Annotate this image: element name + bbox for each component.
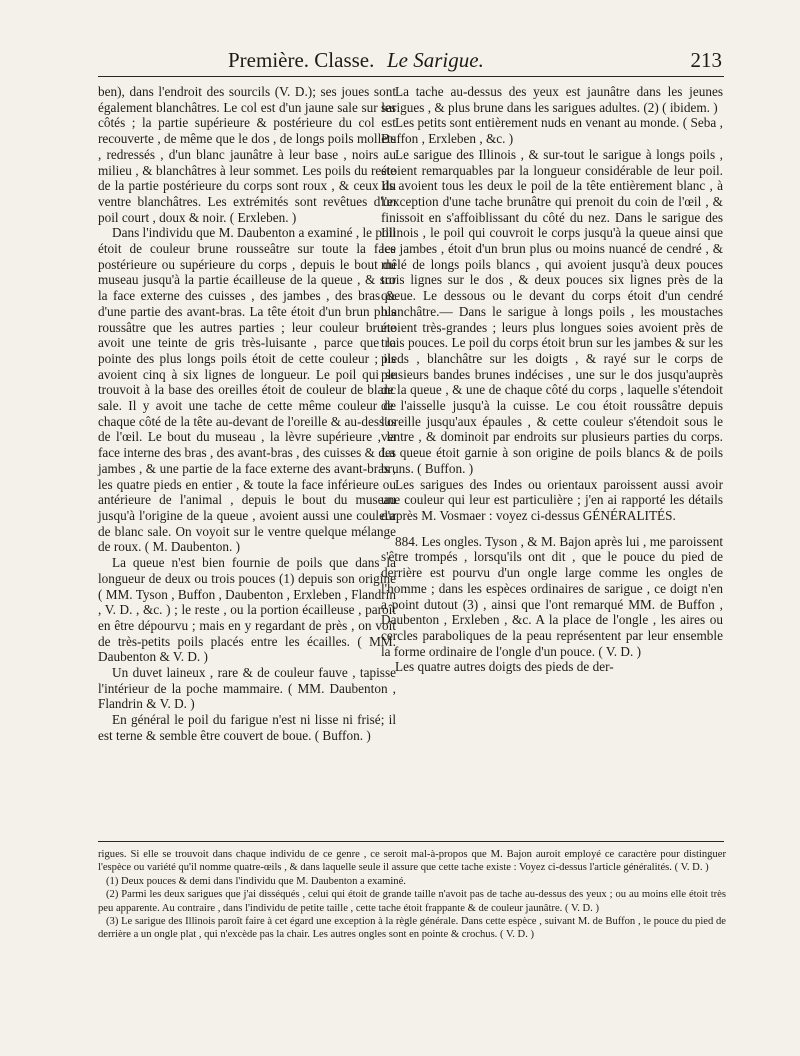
footnote-1: (1) Deux pouces & demi dans l'individu que M. Daubenton a examiné. xyxy=(106,875,406,887)
footnote-continuation: rigues. Si elle se trouvoit dans chaque individu de ce genre , ce seroit mal-à-propos que M. Bajon auroit employé ce caractère pour distinguer l'espèce ou variété qu'il nomme quatre-œils , & dans laquelle seule il assure que cette tache existe : Voyez ci-dessus l'article généralités. ( V. D. ) xyxy=(98,849,726,874)
footnote-2: (2) Parmi les deux sarigues que j'ai disséqués , celui qui étoit de grande taille n'avoit pas de tache au-dessus des yeux ; ou au moins elle étoit très peu apparente. Au contraire , dans l'individu de petite taille , cette tache étoit frappante & de couleur jaunâtre. ( V. D. ) xyxy=(98,889,726,914)
paragraph: Les petits sont entièrement nuds en venant au monde. ( Seba , Buffon , Erxleben , &c. ) xyxy=(381,115,723,147)
paragraph-884: 884. Les ongles. Tyson , & M. Bajon après lui , me paroissent s'être trompés , lorsqu'ils ont dit , que le pouce du pied de derrière est pourvu d'un ongle large comme les ongles de l'homme ; dans les espèces ordinaires de sarigue , ce doigt n'en a point dutout (3) , ainsi que l'ont remarqué MM. de Buffon , Daubenton , Erxleben , &c. A la place de l'ongle , les aires ou cercles paraboliques de la peau représentent par leur ensemble la forme ordinaire de l'ongle d'un pouce. ( V. D. ) xyxy=(381,533,723,659)
page-number: 213 xyxy=(690,48,722,72)
header-section: Première. Classe. xyxy=(228,48,375,72)
left-column xyxy=(98,84,396,744)
paragraph: Les sarigues des Indes ou orientaux paroissent aussi avoir une couleur qui leur est particulière ; j'en ai rapporté les détails d'après M. Vosmaer : voyez ci-dessus GÉNÉRALITÉS. xyxy=(381,476,723,523)
paragraph: ben), dans l'endroit des sourcils (V. D.); ses joues sont également blanchâtres. Le col est d'un jaune sale sur les côtés ; la partie supérieure & postérieure du col est recouverte , de même que le dos , de longs poils mollets , redressés , d'un blanc jaunâtre à leur base , noirs au milieu , & blanchâtres à leur sommet. Les poils du reste de la partie postérieure du corps sont roux , & ceux du ventre blanchâtres. Les extrémités sont revêtues d'un poil court , doux & noir. ( Erxleben. ) xyxy=(98,84,396,225)
paragraph: Un duvet laineux , rare & de couleur fauve , tapisse l'intérieur de la poche mammaire. ( MM. Daubenton , Flandrin & V. D. ) xyxy=(98,665,396,712)
footnote-rule xyxy=(98,841,724,842)
running-header xyxy=(98,44,724,77)
paragraph: Les quatre autres doigts des pieds de der- xyxy=(395,659,614,675)
right-column xyxy=(381,84,723,675)
paragraph: Dans l'individu que M. Daubenton a examiné , le poil étoit de couleur brune rousseâtre sur toute la face postérieure ou supérieure du corps , depuis le bout du museau jusqu'à la partie écailleuse de la queue , & sur la face externe des cuisses , des jambes , des bras & d'une partie des avant-bras. La tête étoit d'un brun plus roussâtre que les autres parties ; leur couleur brune avoit une teinte de gris très-luisante , parce que la pointe des plus longs poils étoit de cette couleur ; ils avoient cinq à six lignes de longueur. Le poil qui se trouvoit à la base des oreilles étoit de couleur de blanc sale. Il y avoit une tache de cette même couleur de chaque côté de la tête au-devant de l'oreille & au-dessus de l'œil. Le bout du museau , la lèvre supérieure , la face interne des bras , des avant-bras , des cuisses & des jambes , & une partie de la face externe des avant-bras , les quatre pieds en entier , & toute la face inférieure ou antérieure de l'animal , depuis le bout du museau jusqu'à l'origine de la queue , avoient aussi une couleur de blanc sale. On voyoit sur le ventre quelque mélange de roux. ( M. Daubenton. ) xyxy=(98,225,396,555)
paragraph: Le sarigue des Illinois , & sur-tout le sarigue à longs poils , étoient remarquables par la longueur considérable de leur poil. Ils avoient tous les deux le poil de la tête entièrement blanc , à l'exception d'une tache brunâtre qui prenoit du coin de l'œil , & finissoit en s'affoiblissant du côté du nez. Dans le sarigue des Illinois , le poil qui couvroit le corps jusqu'à la queue ainsi que les jambes , étoit d'un brun plus ou moins nuancé de cendré , & mêlé de longs poils blancs , qui avoient jusqu'à deux pouces trois lignes sur le dos , & deux pouces six lignes près de la queue. Le dessous ou le devant du corps étoit d'un cendré blanchâtre.— Dans le sarigue à longs poils , les moustaches étoient très-grandes ; leurs plus longues soies avoient près de trois pouces. Le poil du corps étoit brun sur les jambes & sur les pieds , blanchâtre sur les doigts , & rayé sur le corps de plusieurs bandes brunes indécises , une sur le dos jusqu'auprès de la queue , & une de chaque côté du corps , laquelle s'étendoit de l'aisselle jusqu'à la cuisse. Le cou étoit roussâtre depuis l'oreille jusqu'aux épaules , & cette couleur s'étendoit sous le ventre , & dominoit par endroits sur plusieurs parties du corps. La queue étoit garnie à son origine de poils blancs & de poils bruns. ( Buffon. ) xyxy=(381,146,723,476)
paragraph: La tache au-dessus des yeux est jaunâtre dans les jeunes sarigues , & plus brune dans les sarigues adultes. (2) ( ibidem. ) xyxy=(381,84,723,115)
header-title: Le Sarigue. xyxy=(387,48,484,72)
footnote-3: (3) Le sarigue des Illinois paroît faire à cet égard une exception à la règle générale. Dans cette espèce , suivant M. de Buffon , le pouce du pied de derrière a un ongle plat , qui n'excède pas la chair. Les autres ongles sont en pointe & crochus. ( V. D. ) xyxy=(98,916,726,941)
footnotes xyxy=(98,848,726,942)
paragraph: La queue n'est bien fournie de poils que dans la longueur de deux ou trois pouces (1) depuis son origine ( MM. Tyson , Buffon , Daubenton , Erxleben , Flandrin , V. D. , &c. ) ; le reste , ou la portion écailleuse , paroît en être dépourvu ; mais en y regardant de près , on voit de très-petits poils placés entre les écailles. ( MM. Daubenton & V. D. ) xyxy=(98,555,396,665)
paragraph: En général le poil du farigue n'est ni lisse ni frisé; il est terne & semble être couvert de boue. ( Buffon. ) xyxy=(98,712,396,743)
